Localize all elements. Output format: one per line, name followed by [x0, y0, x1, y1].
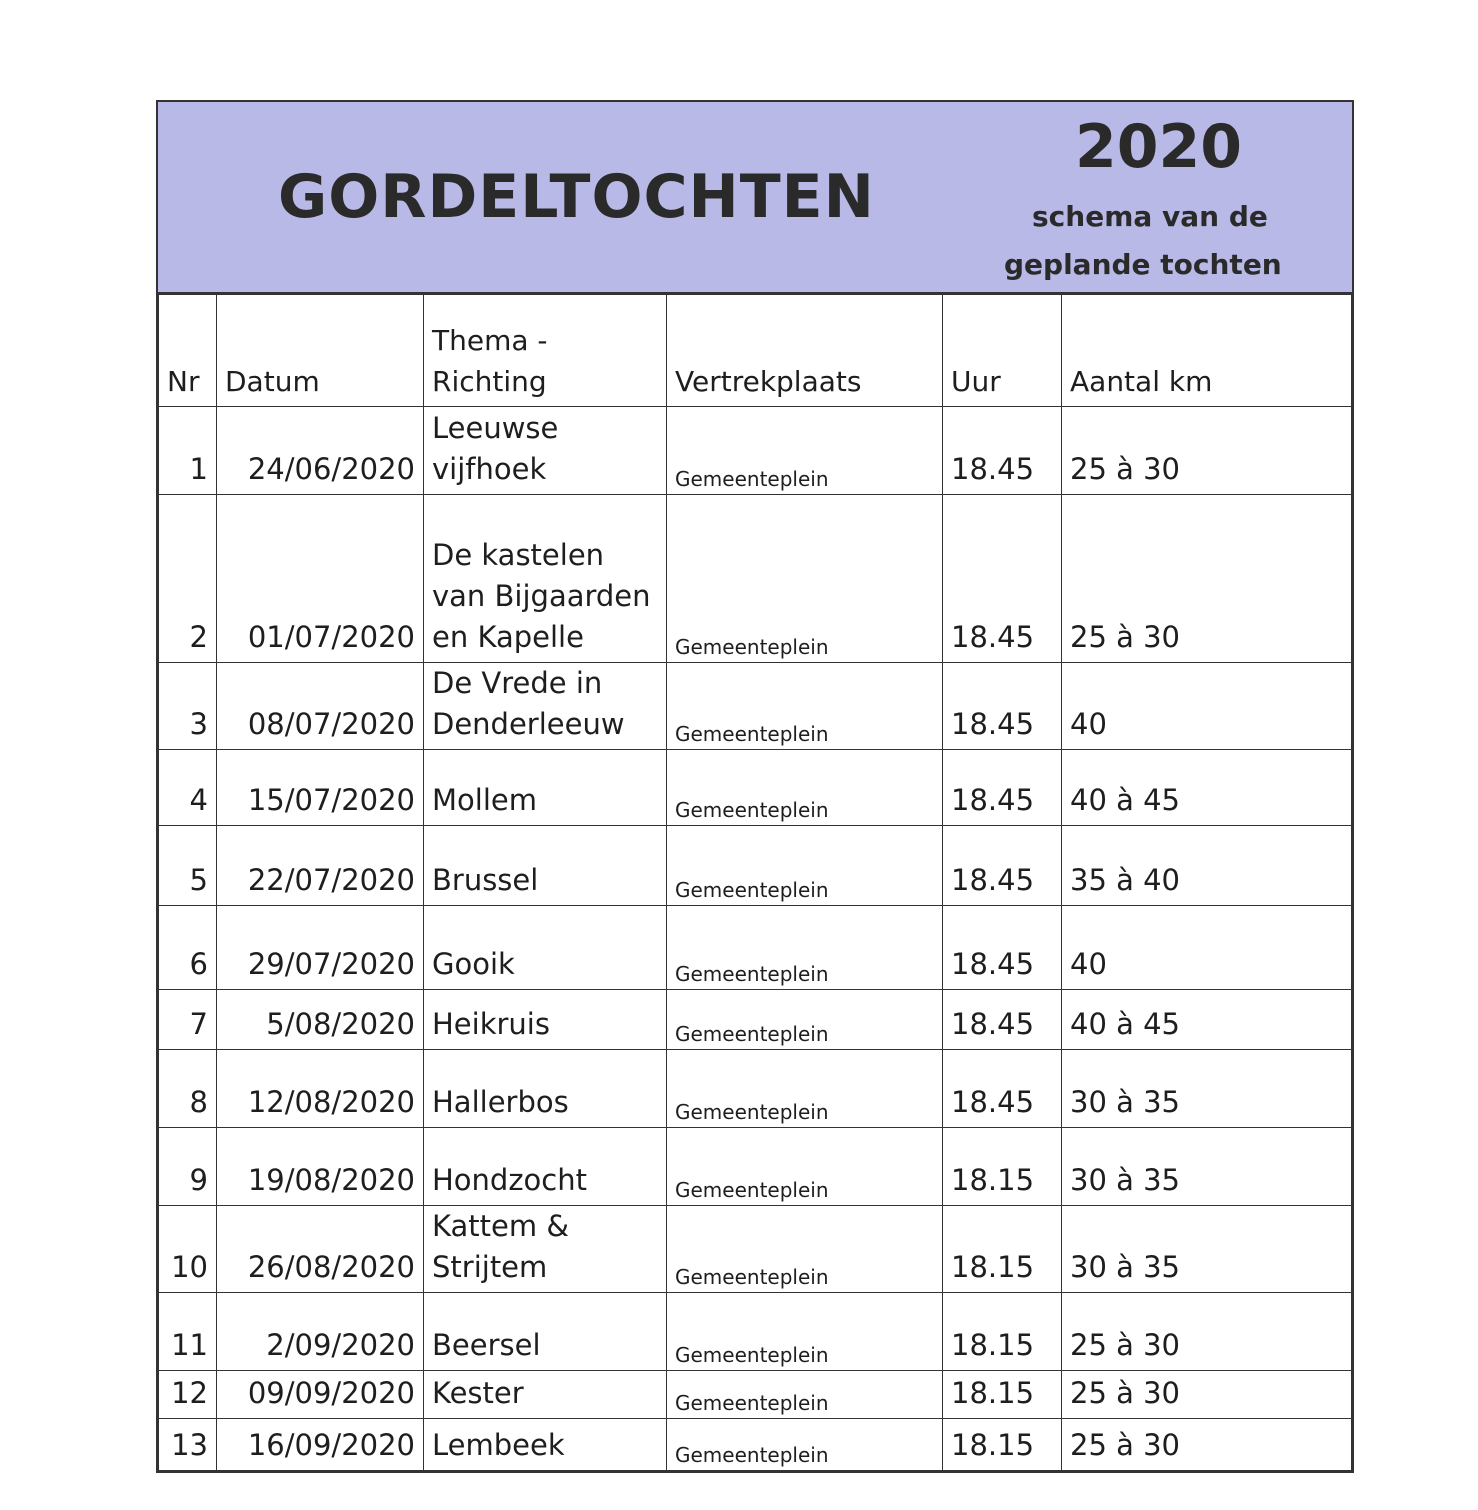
cell-nr: 11 — [159, 1293, 217, 1371]
cell-nr: 3 — [159, 663, 217, 750]
cell-datum: 5/08/2020 — [217, 990, 424, 1050]
cell-datum: 16/09/2020 — [217, 1419, 424, 1471]
cell-uur: 18.15 — [943, 1371, 1062, 1419]
table-row — [159, 1128, 1352, 1206]
cell-thema: Brussel — [424, 826, 667, 906]
cell-uur: 18.45 — [943, 906, 1062, 990]
cell-nr: 6 — [159, 906, 217, 990]
cell-datum: 19/08/2020 — [217, 1128, 424, 1206]
header-thema-line-2: Richting — [432, 365, 547, 398]
table-row — [159, 663, 1352, 750]
cell-thema: Leeuwse vijfhoek — [424, 407, 667, 495]
cell-km: 30 à 35 — [1062, 1128, 1352, 1206]
cell-uur: 18.15 — [943, 1128, 1062, 1206]
schedule-sheet — [156, 100, 1354, 1473]
cell-km: 25 à 30 — [1062, 495, 1352, 663]
schedule-rows — [159, 407, 1352, 1471]
header-datum: Datum — [217, 295, 424, 407]
table-row — [159, 750, 1352, 826]
cell-nr: 12 — [159, 1371, 217, 1419]
cell-thema: Mollem — [424, 750, 667, 826]
cell-vertrekplaats: Gemeenteplein — [667, 407, 943, 495]
table-row — [159, 1293, 1352, 1371]
cell-thema: Hondzocht — [424, 1128, 667, 1206]
table-row — [159, 906, 1352, 990]
cell-vertrekplaats: Gemeenteplein — [667, 1293, 943, 1371]
cell-datum: 12/08/2020 — [217, 1050, 424, 1128]
header-thema-line-1: Thema - — [432, 324, 548, 357]
cell-datum: 29/07/2020 — [217, 906, 424, 990]
cell-uur: 18.45 — [943, 1050, 1062, 1128]
cell-vertrekplaats: Gemeenteplein — [667, 495, 943, 663]
cell-km: 40 à 45 — [1062, 990, 1352, 1050]
schedule-table — [158, 294, 1352, 1471]
cell-datum: 24/06/2020 — [217, 407, 424, 495]
cell-vertrekplaats: Gemeenteplein — [667, 1206, 943, 1293]
cell-datum: 22/07/2020 — [217, 826, 424, 906]
cell-vertrekplaats: Gemeenteplein — [667, 826, 943, 906]
cell-vertrekplaats: Gemeenteplein — [667, 663, 943, 750]
cell-nr: 7 — [159, 990, 217, 1050]
cell-uur: 18.15 — [943, 1293, 1062, 1371]
cell-nr: 10 — [159, 1206, 217, 1293]
cell-thema: Kester — [424, 1371, 667, 1419]
cell-datum: 01/07/2020 — [217, 495, 424, 663]
header-km: Aantal km — [1062, 295, 1352, 407]
cell-datum: 15/07/2020 — [217, 750, 424, 826]
cell-vertrekplaats: Gemeenteplein — [667, 1050, 943, 1128]
subtitle-line-2: geplande tochten — [1004, 248, 1282, 281]
cell-nr: 4 — [159, 750, 217, 826]
cell-uur: 18.45 — [943, 750, 1062, 826]
cell-km: 40 à 45 — [1062, 750, 1352, 826]
cell-uur: 18.15 — [943, 1419, 1062, 1471]
header-vertrekplaats: Vertrekplaats — [667, 295, 943, 407]
cell-datum: 08/07/2020 — [217, 663, 424, 750]
header-thema — [424, 295, 667, 407]
table-row — [159, 1206, 1352, 1293]
cell-nr: 2 — [159, 495, 217, 663]
header-uur: Uur — [943, 295, 1062, 407]
subtitle-line-1: schema van de — [1032, 200, 1268, 233]
cell-km: 25 à 30 — [1062, 1371, 1352, 1419]
page-title: GORDELTOCHTEN — [278, 162, 875, 232]
cell-vertrekplaats: Gemeenteplein — [667, 906, 943, 990]
cell-uur: 18.15 — [943, 1206, 1062, 1293]
cell-km: 40 — [1062, 906, 1352, 990]
cell-km: 25 à 30 — [1062, 1293, 1352, 1371]
cell-thema: Hallerbos — [424, 1050, 667, 1128]
cell-nr: 5 — [159, 826, 217, 906]
cell-km: 30 à 35 — [1062, 1050, 1352, 1128]
table-row — [159, 1419, 1352, 1471]
cell-thema: De kastelen van Bijgaarden en Kapelle — [424, 495, 667, 663]
cell-datum: 2/09/2020 — [217, 1293, 424, 1371]
cell-vertrekplaats: Gemeenteplein — [667, 1371, 943, 1419]
cell-km: 25 à 30 — [1062, 1419, 1352, 1471]
cell-vertrekplaats: Gemeenteplein — [667, 750, 943, 826]
year-label: 2020 — [1075, 112, 1242, 182]
cell-thema: De Vrede in Denderleeuw — [424, 663, 667, 750]
cell-vertrekplaats: Gemeenteplein — [667, 1419, 943, 1471]
cell-thema: Beersel — [424, 1293, 667, 1371]
cell-uur: 18.45 — [943, 990, 1062, 1050]
table-row — [159, 495, 1352, 663]
cell-nr: 8 — [159, 1050, 217, 1128]
title-banner — [158, 102, 1352, 294]
table-row — [159, 826, 1352, 906]
cell-nr: 1 — [159, 407, 217, 495]
cell-nr: 9 — [159, 1128, 217, 1206]
cell-datum: 09/09/2020 — [217, 1371, 424, 1419]
cell-km: 35 à 40 — [1062, 826, 1352, 906]
header-nr: Nr — [159, 295, 217, 407]
cell-uur: 18.45 — [943, 826, 1062, 906]
cell-km: 25 à 30 — [1062, 407, 1352, 495]
header-row — [159, 295, 1352, 407]
cell-thema: Gooik — [424, 906, 667, 990]
cell-thema: Kattem & Strijtem — [424, 1206, 667, 1293]
cell-nr: 13 — [159, 1419, 217, 1471]
table-row — [159, 1050, 1352, 1128]
table-row — [159, 990, 1352, 1050]
cell-datum: 26/08/2020 — [217, 1206, 424, 1293]
cell-thema: Heikruis — [424, 990, 667, 1050]
cell-vertrekplaats: Gemeenteplein — [667, 1128, 943, 1206]
cell-thema: Lembeek — [424, 1419, 667, 1471]
cell-km: 40 — [1062, 663, 1352, 750]
table-row — [159, 1371, 1352, 1419]
cell-uur: 18.45 — [943, 663, 1062, 750]
cell-vertrekplaats: Gemeenteplein — [667, 990, 943, 1050]
cell-km: 30 à 35 — [1062, 1206, 1352, 1293]
table-row — [159, 407, 1352, 495]
cell-uur: 18.45 — [943, 495, 1062, 663]
cell-uur: 18.45 — [943, 407, 1062, 495]
